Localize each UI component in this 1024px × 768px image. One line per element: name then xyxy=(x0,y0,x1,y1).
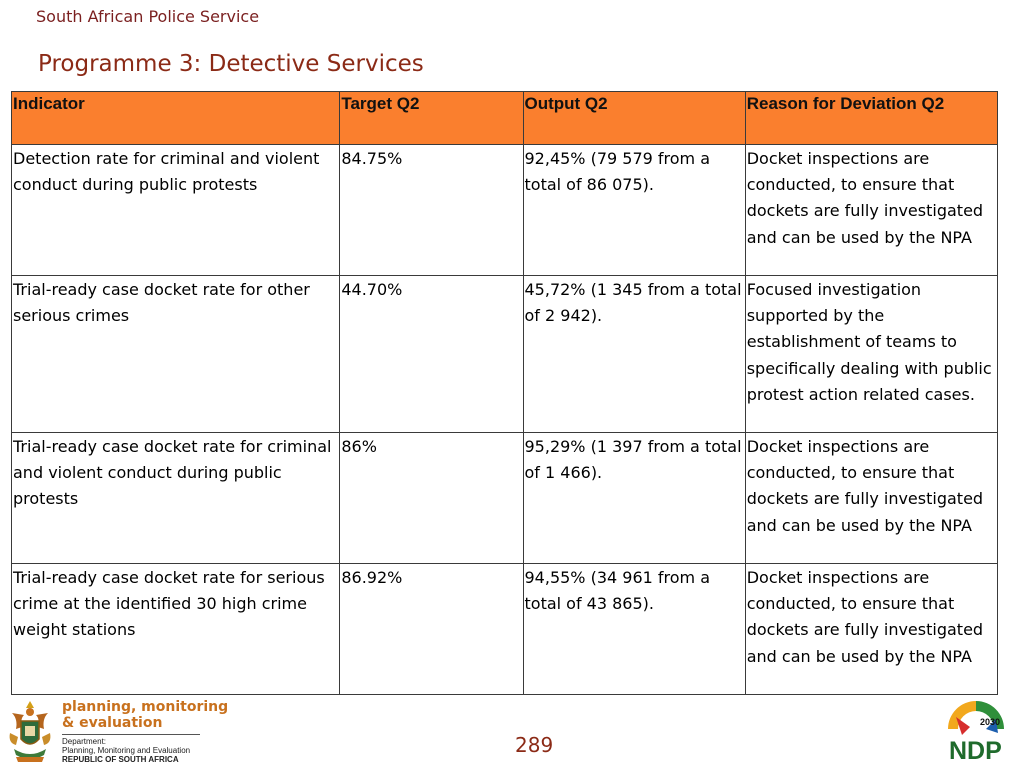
target-cell: 44.70% xyxy=(340,276,523,433)
dpme-logo-line2: & evaluation xyxy=(62,715,163,731)
page-number: 289 xyxy=(515,733,554,757)
reason-cell: Focused investigation supported by the establishment of teams to specifically dealing with public protest action related cases. xyxy=(745,276,997,433)
divider xyxy=(62,734,200,735)
reason-cell: Docket inspections are conducted, to ensure that dockets are fully investigated and can be used by the NPA xyxy=(745,433,997,564)
reason-cell: Docket inspections are conducted, to ensure that dockets are fully investigated and can be used by the NPA xyxy=(745,145,997,276)
target-cell: 86% xyxy=(340,433,523,564)
column-header-reason: Reason for Deviation Q2 xyxy=(745,92,997,145)
dpme-logo xyxy=(4,699,229,765)
ndp-logo-text: NDP xyxy=(949,737,1002,763)
column-header-target: Target Q2 xyxy=(340,92,523,145)
table-row xyxy=(12,433,998,564)
indicator-cell: Trial-ready case docket rate for serious crime at the identified 30 high crime weight stations xyxy=(12,564,340,695)
target-cell: 86.92% xyxy=(340,564,523,695)
dpme-logo-line1: planning, monitoring xyxy=(62,699,229,715)
country-name: REPUBLIC OF SOUTH AFRICA xyxy=(62,755,179,764)
coat-of-arms-icon xyxy=(4,699,56,765)
dpme-logo-text xyxy=(62,699,228,764)
table-row xyxy=(12,276,998,433)
indicator-cell: Detection rate for criminal and violent conduct during public protests xyxy=(12,145,340,276)
output-cell: 92,45% (79 579 from a total of 86 075). xyxy=(523,145,745,276)
indicator-table xyxy=(11,91,998,695)
table-header-row xyxy=(12,92,998,145)
indicator-cell: Trial-ready case docket rate for criminal and violent conduct during public protests xyxy=(12,433,340,564)
reason-cell: Docket inspections are conducted, to ensure that dockets are fully investigated and can be used by the NPA xyxy=(745,564,997,695)
table-row xyxy=(12,564,998,695)
output-cell: 95,29% (1 397 from a total of 1 466). xyxy=(523,433,745,564)
column-header-indicator: Indicator xyxy=(12,92,340,145)
organization-name: South African Police Service xyxy=(36,7,260,26)
column-header-output: Output Q2 xyxy=(523,92,745,145)
output-cell: 94,55% (34 961 from a total of 43 865). xyxy=(523,564,745,695)
table-row xyxy=(12,145,998,276)
ndp-2030-logo-icon xyxy=(946,699,1006,763)
output-cell: 45,72% (1 345 from a total of 2 942). xyxy=(523,276,745,433)
dept-label: Department: xyxy=(62,737,107,746)
indicator-cell: Trial-ready case docket rate for other serious crimes xyxy=(12,276,340,433)
page-title: Programme 3: Detective Services xyxy=(38,51,424,77)
target-cell: 84.75% xyxy=(340,145,523,276)
ndp-year: 2030 xyxy=(980,717,1001,727)
dept-name: Planning, Monitoring and Evaluation xyxy=(62,746,191,755)
